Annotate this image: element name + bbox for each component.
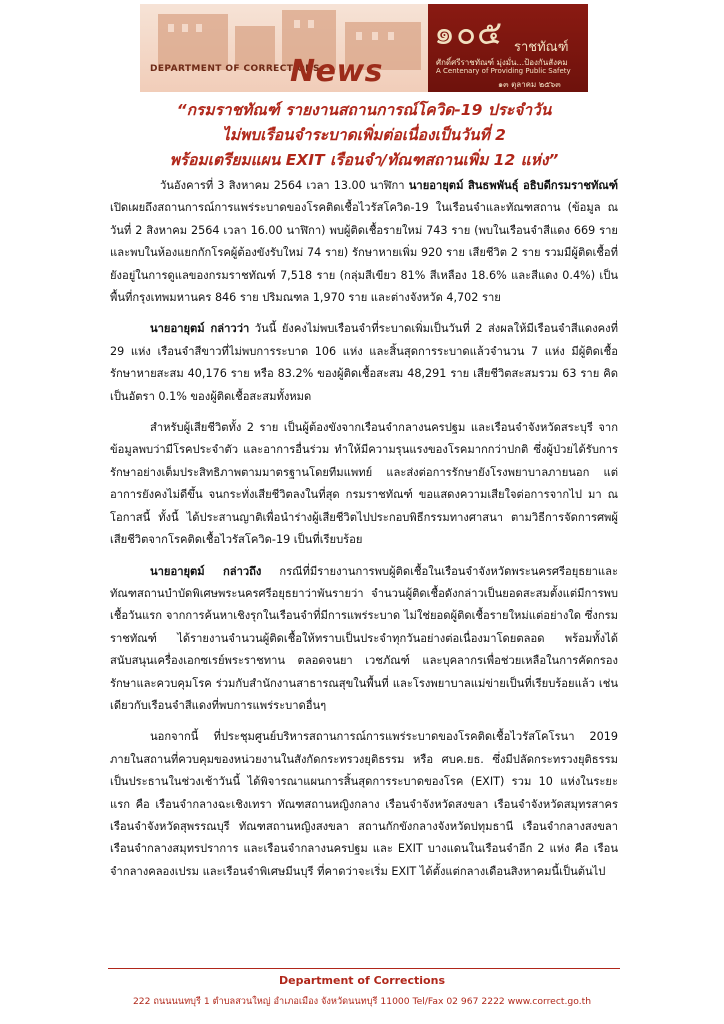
banner-department-label: DEPARTMENT OF CORRECTIONS — [150, 64, 320, 74]
paragraph-4-text: กรณีที่มีรายงานการพบผู้ติดเชื้อในเรือนจำจังหวัดพระนครศรีอยุธยาและทัณฑสถานบำบัดพิเศษพระนครศรีอยุธยาว่าพันรายว่า จำนวนผู้ติดเชื้อดังกล่าวเป็นยอดสะสมตั้งแต่มีการพบเชื้อวันแรก จากการค้นหาเชิงรุกในเรือนจำที่มีการแพร่ระบาด ไม่ใช่ยอดผู้ติดเชื้อรายใหม่แต่อย่างใด ซึ่งกรมราชทัณฑ์ ได้รายงานจำนวนผู้ติดเชื้อให้ทราบเป็นประจำทุกวันอย่างต่อเนื่องมาโดยตลอด พร้อมทั้งได้สนับสนุนเครื่องเอกซเรย์พระราชทาน ตลอดจนยา เวชภัณฑ์ และบุคลากรเพื่อช่วยเหลือในการคัดกรอง รักษาและควบคุมโรค ร่วมกับสำนักงานสาธารณสุขในพื้นที่ และโรงพยาบาลแม่ข่ายเป็นที่เรียบร้อยแล้ว เช่นเดียวกับเรือนจำสีแดงที่พบการแพร่ระบาดอื่นๆ — [110, 564, 618, 712]
headline-line: “กรมราชทัณฑ์ รายงานสถานการณ์โควิด-19 ประจำวัน — [176, 101, 552, 119]
window-graphic — [196, 24, 202, 32]
banner-news-panel — [140, 4, 428, 92]
footer-address: 222 ถนนนนทบุรี 1 ตำบลสวนใหญ่ อำเภอเมือง จังหวัดนนทบุรี 11000 Tel/Fax 02 967 2222 www.correct.go.th — [132, 996, 592, 1007]
window-graphic — [356, 32, 362, 40]
window-graphic — [168, 24, 174, 32]
paragraph-1-speaker: นายอายุตม์ สินธพพันธุ์ อธิบดีกรมราชทัณฑ์ — [408, 179, 618, 192]
paragraph-2-text: วันนี้ ยังคงไม่พบเรือนจำที่ระบาดเพิ่มเป็นวันที่ 2 ส่งผลให้มีเรือนจำสีแดงคงที่ 29 แห่ง เรือนจำสีขาวที่ไม่พบการระบาด 106 แห่ง และสิ้นสุดการระบาดแล้วจำนวน 7 แห่ง มีผู้ติดเชื้อรักษาหายสะสม 40,176 ราย หรือ 83.2% ของผู้ติดเชื้อสะสม 48,291 ราย เสียชีวิตสะสมรวม 63 ราย คิดเป็นอัตรา 0.1% ของผู้ติดเชื้อสะสมทั้งหมด — [110, 322, 618, 403]
anniversary-slogan: ศักดิ์ศรีราชทัณฑ์ มุ่งมั่น...ป้องกันสังคม — [436, 58, 568, 67]
headline-line: พร้อมเตรียมแผน EXIT เรือนจำ/ทัณฑสถานเพิ่ม 12 แห่ง” — [169, 151, 559, 169]
paragraph-4-speaker: นายอายุตม์ กล่าวถึง — [150, 564, 262, 578]
window-graphic — [182, 24, 188, 32]
building-graphic — [158, 14, 228, 70]
anniversary-name: ราชทัณฑ์ — [514, 40, 569, 55]
page-headline — [140, 98, 588, 173]
window-graphic — [294, 20, 300, 28]
paragraph-3: สำหรับผู้เสียชีวิตทั้ง 2 ราย เป็นผู้ต้องขังจากเรือนจำกลางนครปฐม และเรือนจำจังหวัดสระบุรี จากข้อมูลพบว่ามีโรคประจำตัว และอาการอื่นร่วม ทำให้มีความรุนแรงของโรคมากกว่าปกติ ซึ่งผู้ป่วยได้รับการรักษาอย่างเต็มประสิทธิภาพตามมาตรฐานโดยทีมแพทย์ และส่งต่อการรักษายังโรงพยาบาลภายนอก แต่อาการยังคงไม่ดีขึ้น จนกระทั่งเสียชีวิตลงในที่สุด กรมราชทัณฑ์ ขอแสดงความเสียใจต่อการจากไป มา ณ โอกาสนี้ ทั้งนี้ ได้ประสานญาติเพื่อนำร่างผู้เสียชีวิตไปประกอบพิธีกรรมทางศาสนา ตามวิธีการจัดการศพผู้เสียชีวิตจากโรคติดเชื้อไวรัสโควิด-19 เป็นที่เรียบร้อย — [110, 421, 618, 547]
paragraph-1-text: เปิดเผยถึงสถานการณ์การแพร่ระบาดของโรคติดเชื้อไวรัสโควิด-19 ในเรือนจำและทัณฑสถาน (ข้อมูล ณ วันที่ 2 สิงหาคม 2564 เวลา 16.00 นาฬิกา) พบผู้ติดเชื้อรายใหม่ 743 ราย (พบในเรือนจำสีแดง 669 ราย และพบในห้องแยกกักโรคผู้ต้องขังรับใหม่ 74 ราย) รักษาหายเพิ่ม 920 ราย เสียชีวิต 2 ราย รวมมีผู้ติดเชื้อที่ยังอยู่ในการดูแลของกรมราชทัณฑ์ 7,518 ราย (กลุ่มสีเขียว 81% สีเหลือง 18.6% และสีแดง 0.4%) เป็นพื้นที่กรุงเทพมหานคร 846 ราย ปริมณฑล 1,970 ราย และต่างจังหวัด 4,702 ราย — [110, 201, 618, 305]
footer-title: Department of Corrections — [278, 974, 445, 987]
paragraph-2-speaker: นายอายุตม์ กล่าวว่า — [150, 322, 250, 336]
window-graphic — [308, 20, 314, 28]
article-body — [110, 175, 618, 883]
paragraph-5: นอกจากนี้ ที่ประชุมศูนย์บริหารสถานการณ์การแพร่ระบาดของโรคติดเชื้อไวรัสโคโรนา 2019 ภายในสถานที่ควบคุมของหน่วยงานในสังกัดกระทรวงยุติธรรม หรือ ศบค.ยธ. ซึ่งมีปลัดกระทรวงยุติธรรมเป็นประธานในช่วงเช้าวันนี้ ได้พิจารณาแผนการสิ้นสุดการระบาดของโรค (EXIT) รวม 10 แห่งในระยะแรก คือ เรือนจำกลางฉะเชิงเทรา ทัณฑสถานหญิงกลาง เรือนจำจังหวัดสงขลา เรือนจำจังหวัดสมุทรสาคร เรือนจำจังหวัดสุพรรณบุรี ทัณฑสถานหญิงสงขลา สถานกักขังกลางจังหวัดปทุมธานี เรือนจำกลางสงขลา เรือนจำกลางสมุทรปราการ และเรือนจำกลางนครปฐม และ EXIT บางแดนในเรือนจำอีก 2 แห่ง คือ เรือนจำกลางคลองเปรม และเรือนจำพิเศษมีนบุรี ที่คาดว่าจะเริ่ม EXIT ได้ตั้งแต่กลางเดือนสิงหาคมนี้เป็นต้นไป — [110, 730, 618, 878]
headline-line: ไม่พบเรือนจำระบาดเพิ่มต่อเนื่องเป็นวันที่ 2 — [222, 126, 506, 144]
paragraph-2 — [110, 318, 618, 408]
anniversary-number: ๑๐๕ — [434, 13, 504, 52]
banner-news-label: News — [290, 54, 384, 89]
footer-divider — [108, 968, 620, 969]
paragraph-1 — [110, 175, 618, 309]
anniversary-logo — [428, 4, 588, 92]
header-banner — [140, 4, 588, 92]
window-graphic — [388, 32, 394, 40]
window-graphic — [372, 32, 378, 40]
paragraph-4 — [110, 561, 618, 718]
anniversary-centenary: A Centenary of Providing Public Safety — [436, 67, 571, 75]
anniversary-date: ๑๓ ตุลาคม ๒๕๖๓ — [498, 80, 561, 89]
paragraph-1-date: วันอังคารที่ 3 สิงหาคม 2564 เวลา 13.00 นาฬิกา — [160, 179, 409, 192]
